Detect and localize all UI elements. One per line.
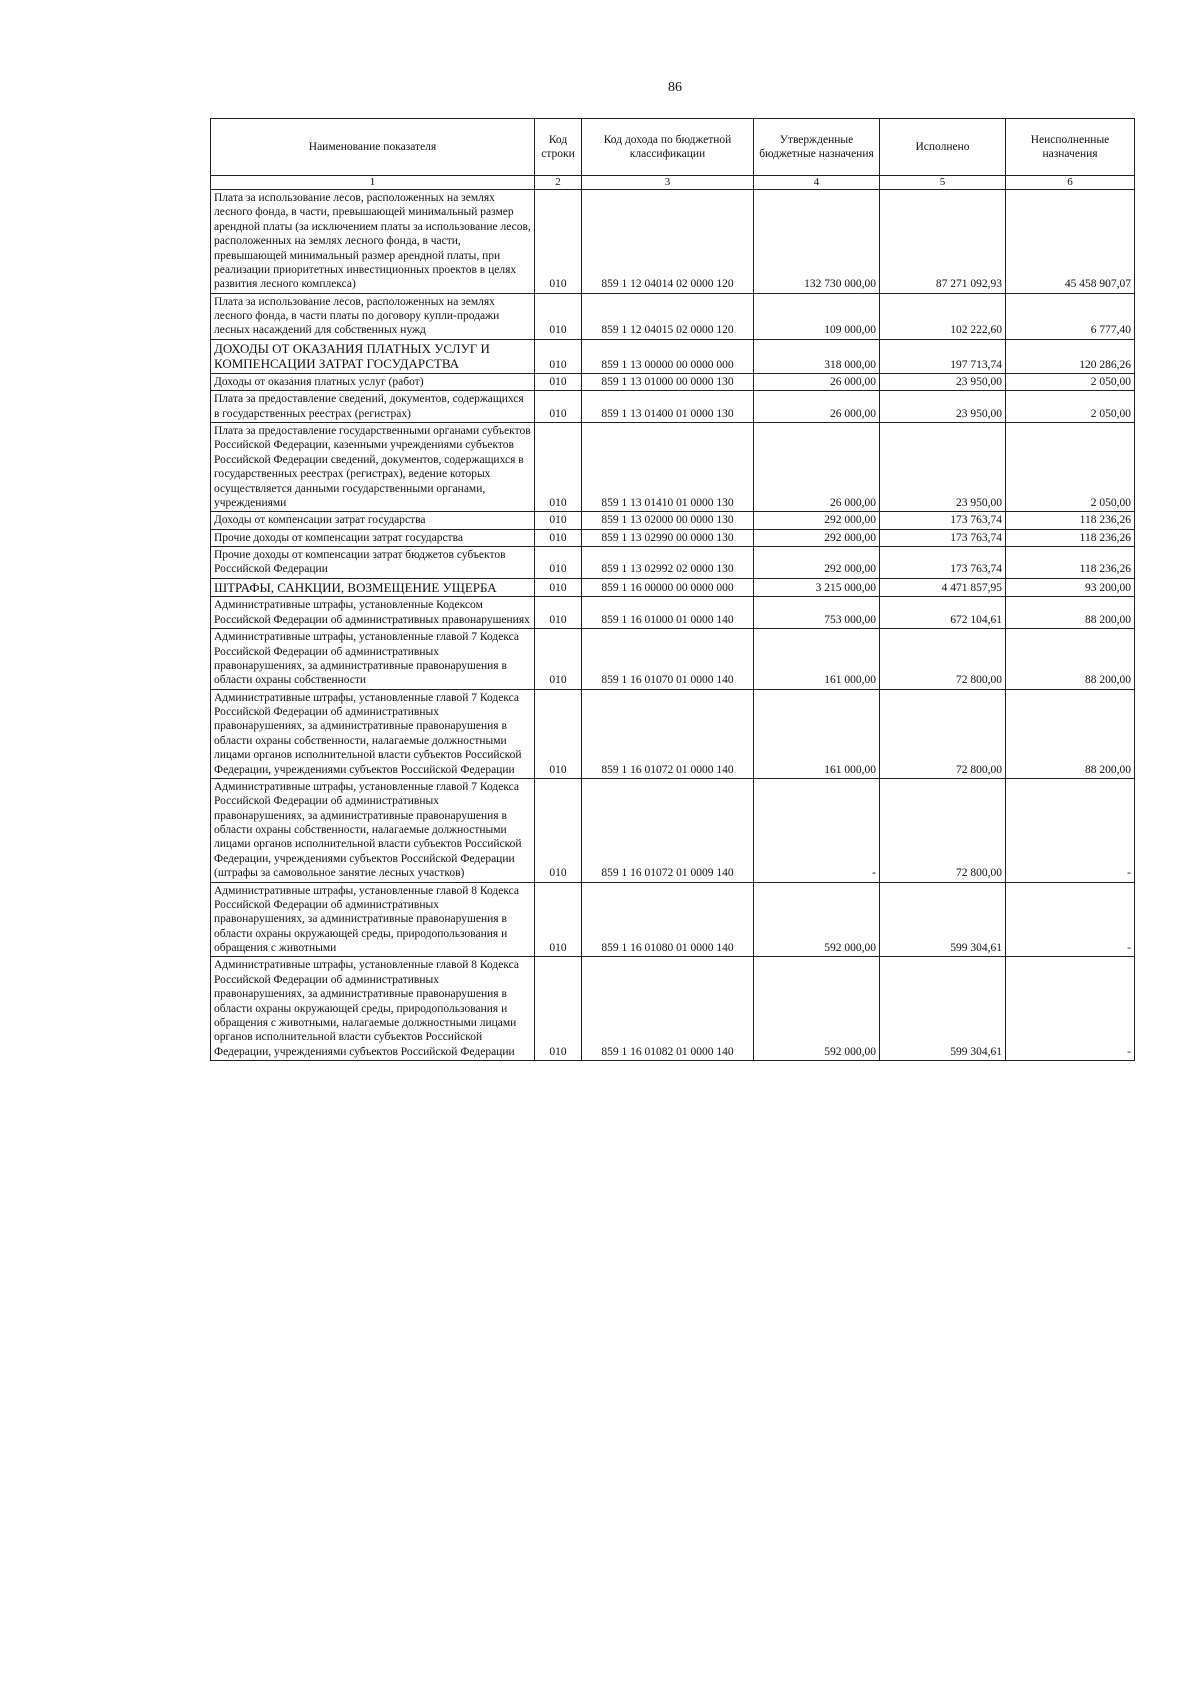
column-number: 2: [535, 176, 582, 190]
executed-amount-cell: 23 950,00: [880, 391, 1006, 423]
header-budget-code: Код дохода по бюджетной классификации: [582, 119, 754, 176]
budget-code-cell: 859 1 16 01082 01 0000 140: [582, 957, 754, 1061]
budget-code-cell: 859 1 13 01000 00 0000 130: [582, 373, 754, 390]
table-row: [211, 373, 1135, 390]
line-code-cell: 010: [535, 512, 582, 529]
table-row: [211, 293, 1135, 339]
table-row: [211, 391, 1135, 423]
approved-amount-cell: 292 000,00: [754, 529, 880, 546]
header-approved: Утвержденные бюджетные назначения: [754, 119, 880, 176]
approved-amount-cell: 3 215 000,00: [754, 578, 880, 597]
unexecuted-amount-cell: 2 050,00: [1006, 373, 1135, 390]
unexecuted-amount-cell: -: [1006, 957, 1135, 1061]
line-code-cell: 010: [535, 190, 582, 294]
approved-amount-cell: 292 000,00: [754, 512, 880, 529]
indicator-name-cell: Плата за использование лесов, расположенных на землях лесного фонда, в части платы по договору купли-продажи лесных насаждений для собственных нужд: [211, 293, 535, 339]
budget-code-cell: 859 1 12 04015 02 0000 120: [582, 293, 754, 339]
table-row: [211, 547, 1135, 579]
column-number: 6: [1006, 176, 1135, 190]
executed-amount-cell: 599 304,61: [880, 882, 1006, 957]
unexecuted-amount-cell: 88 200,00: [1006, 629, 1135, 690]
unexecuted-amount-cell: 118 236,26: [1006, 547, 1135, 579]
executed-amount-cell: 672 104,61: [880, 597, 1006, 629]
executed-amount-cell: 23 950,00: [880, 423, 1006, 512]
indicator-name-cell: Административные штрафы, установленные главой 7 Кодекса Российской Федерации об административных правонарушениях, за административные правонарушения в области охраны собственности, налагаемые должностными лицами органов исполнительной власти субъектов Российской Федерации, учреждениями субъектов Российской Федерации (штрафы за самовольное занятие лесных участков): [211, 778, 535, 882]
approved-amount-cell: 161 000,00: [754, 629, 880, 690]
executed-amount-cell: 599 304,61: [880, 957, 1006, 1061]
table-row: [211, 423, 1135, 512]
table-row: [211, 190, 1135, 294]
executed-amount-cell: 197 713,74: [880, 339, 1006, 373]
unexecuted-amount-cell: 2 050,00: [1006, 391, 1135, 423]
approved-amount-cell: 592 000,00: [754, 957, 880, 1061]
executed-amount-cell: 4 471 857,95: [880, 578, 1006, 597]
header-executed: Исполнено: [880, 119, 1006, 176]
approved-amount-cell: 753 000,00: [754, 597, 880, 629]
unexecuted-amount-cell: -: [1006, 882, 1135, 957]
indicator-name-cell: Административные штрафы, установленные главой 7 Кодекса Российской Федерации об административных правонарушениях, за административные правонарушения в области охраны собственности, налагаемые должностными лицами органов исполнительной власти субъектов Российской Федерации, учреждениями субъектов Российской Федерации: [211, 689, 535, 778]
budget-code-cell: 859 1 16 01070 01 0000 140: [582, 629, 754, 690]
unexecuted-amount-cell: 88 200,00: [1006, 689, 1135, 778]
page-number: 86: [668, 80, 682, 95]
budget-code-cell: 859 1 16 01000 01 0000 140: [582, 597, 754, 629]
table-row: [211, 339, 1135, 373]
header-line-code: Код строки: [535, 119, 582, 176]
budget-code-cell: 859 1 13 02990 00 0000 130: [582, 529, 754, 546]
line-code-cell: 010: [535, 882, 582, 957]
approved-amount-cell: 26 000,00: [754, 373, 880, 390]
indicator-name-cell: Доходы от оказания платных услуг (работ): [211, 373, 535, 390]
unexecuted-amount-cell: 45 458 907,07: [1006, 190, 1135, 294]
line-code-cell: 010: [535, 578, 582, 597]
unexecuted-amount-cell: 88 200,00: [1006, 597, 1135, 629]
header-row: [211, 119, 1135, 176]
budget-code-cell: 859 1 13 01410 01 0000 130: [582, 423, 754, 512]
budget-code-cell: 859 1 13 02992 02 0000 130: [582, 547, 754, 579]
line-code-cell: 010: [535, 529, 582, 546]
executed-amount-cell: 72 800,00: [880, 629, 1006, 690]
approved-amount-cell: -: [754, 778, 880, 882]
indicator-name-cell: Прочие доходы от компенсации затрат государства: [211, 529, 535, 546]
approved-amount-cell: 161 000,00: [754, 689, 880, 778]
indicator-name-cell: Административные штрафы, установленные главой 8 Кодекса Российской Федерации об административных правонарушениях, за административные правонарушения в области охраны окружающей среды, природопользования и обращения с животными, налагаемые должностными лицами органов исполнительной власти субъектов Российской Федерации, учреждениями субъектов Российской Федерации: [211, 957, 535, 1061]
budget-code-cell: 859 1 12 04014 02 0000 120: [582, 190, 754, 294]
table-row: [211, 882, 1135, 957]
unexecuted-amount-cell: -: [1006, 778, 1135, 882]
table-row: [211, 512, 1135, 529]
table-row: [211, 689, 1135, 778]
table-row: [211, 597, 1135, 629]
indicator-name-cell: ШТРАФЫ, САНКЦИИ, ВОЗМЕЩЕНИЕ УЩЕРБА: [211, 578, 535, 597]
header-unexecuted: Неисполненные назначения: [1006, 119, 1135, 176]
budget-code-cell: 859 1 16 00000 00 0000 000: [582, 578, 754, 597]
budget-code-cell: 859 1 13 02000 00 0000 130: [582, 512, 754, 529]
budget-code-cell: 859 1 13 01400 01 0000 130: [582, 391, 754, 423]
approved-amount-cell: 292 000,00: [754, 547, 880, 579]
indicator-name-cell: Административные штрафы, установленные Кодексом Российской Федерации об административных правонарушениях: [211, 597, 535, 629]
column-number: 4: [754, 176, 880, 190]
budget-report-table: [210, 118, 1135, 1061]
unexecuted-amount-cell: 118 236,26: [1006, 512, 1135, 529]
table-body: [211, 190, 1135, 1061]
budget-code-cell: 859 1 16 01080 01 0000 140: [582, 882, 754, 957]
unexecuted-amount-cell: 120 286,26: [1006, 339, 1135, 373]
column-number: 3: [582, 176, 754, 190]
table-row: [211, 629, 1135, 690]
column-number: 1: [211, 176, 535, 190]
unexecuted-amount-cell: 2 050,00: [1006, 423, 1135, 512]
column-number-row: [211, 176, 1135, 190]
line-code-cell: 010: [535, 957, 582, 1061]
approved-amount-cell: 26 000,00: [754, 391, 880, 423]
approved-amount-cell: 26 000,00: [754, 423, 880, 512]
executed-amount-cell: 87 271 092,93: [880, 190, 1006, 294]
line-code-cell: 010: [535, 629, 582, 690]
indicator-name-cell: Прочие доходы от компенсации затрат бюджетов субъектов Российской Федерации: [211, 547, 535, 579]
table-row: [211, 957, 1135, 1061]
executed-amount-cell: 173 763,74: [880, 547, 1006, 579]
unexecuted-amount-cell: 118 236,26: [1006, 529, 1135, 546]
executed-amount-cell: 72 800,00: [880, 689, 1006, 778]
line-code-cell: 010: [535, 339, 582, 373]
indicator-name-cell: Доходы от компенсации затрат государства: [211, 512, 535, 529]
line-code-cell: 010: [535, 689, 582, 778]
executed-amount-cell: 173 763,74: [880, 512, 1006, 529]
indicator-name-cell: Плата за предоставление государственными органами субъектов Российской Федерации, казенными учреждениями субъектов Российской Федерации сведений, документов, содержащихся в государственных реестрах (регистрах), ведение которых осуществляется данными государственными органами, учреждениями: [211, 423, 535, 512]
executed-amount-cell: 23 950,00: [880, 373, 1006, 390]
unexecuted-amount-cell: 6 777,40: [1006, 293, 1135, 339]
approved-amount-cell: 318 000,00: [754, 339, 880, 373]
executed-amount-cell: 173 763,74: [880, 529, 1006, 546]
column-number: 5: [880, 176, 1006, 190]
header-name: Наименование показателя: [211, 119, 535, 176]
table-row: [211, 529, 1135, 546]
approved-amount-cell: 592 000,00: [754, 882, 880, 957]
line-code-cell: 010: [535, 391, 582, 423]
table-row: [211, 578, 1135, 597]
line-code-cell: 010: [535, 423, 582, 512]
line-code-cell: 010: [535, 597, 582, 629]
indicator-name-cell: ДОХОДЫ ОТ ОКАЗАНИЯ ПЛАТНЫХ УСЛУГ И КОМПЕНСАЦИИ ЗАТРАТ ГОСУДАРСТВА: [211, 339, 535, 373]
indicator-name-cell: Административные штрафы, установленные главой 7 Кодекса Российской Федерации об административных правонарушениях, за административные правонарушения в области охраны собственности: [211, 629, 535, 690]
line-code-cell: 010: [535, 547, 582, 579]
indicator-name-cell: Плата за использование лесов, расположенных на землях лесного фонда, в части, превышающей минимальный размер арендной платы (за исключением платы за использование лесов, расположенных на землях лесного фонда, в части, превышающей минимальный размер арендной платы, при реализации приоритетных инвестиционных проектов в целях развития лесного комплекса): [211, 190, 535, 294]
unexecuted-amount-cell: 93 200,00: [1006, 578, 1135, 597]
indicator-name-cell: Административные штрафы, установленные главой 8 Кодекса Российской Федерации об административных правонарушениях, за административные правонарушения в области охраны окружающей среды, природопользования и обращения с животными: [211, 882, 535, 957]
budget-code-cell: 859 1 13 00000 00 0000 000: [582, 339, 754, 373]
approved-amount-cell: 109 000,00: [754, 293, 880, 339]
executed-amount-cell: 102 222,60: [880, 293, 1006, 339]
line-code-cell: 010: [535, 373, 582, 390]
indicator-name-cell: Плата за предоставление сведений, документов, содержащихся в государственных реестрах (регистрах): [211, 391, 535, 423]
line-code-cell: 010: [535, 293, 582, 339]
executed-amount-cell: 72 800,00: [880, 778, 1006, 882]
approved-amount-cell: 132 730 000,00: [754, 190, 880, 294]
table-row: [211, 778, 1135, 882]
budget-code-cell: 859 1 16 01072 01 0009 140: [582, 778, 754, 882]
line-code-cell: 010: [535, 778, 582, 882]
budget-code-cell: 859 1 16 01072 01 0000 140: [582, 689, 754, 778]
